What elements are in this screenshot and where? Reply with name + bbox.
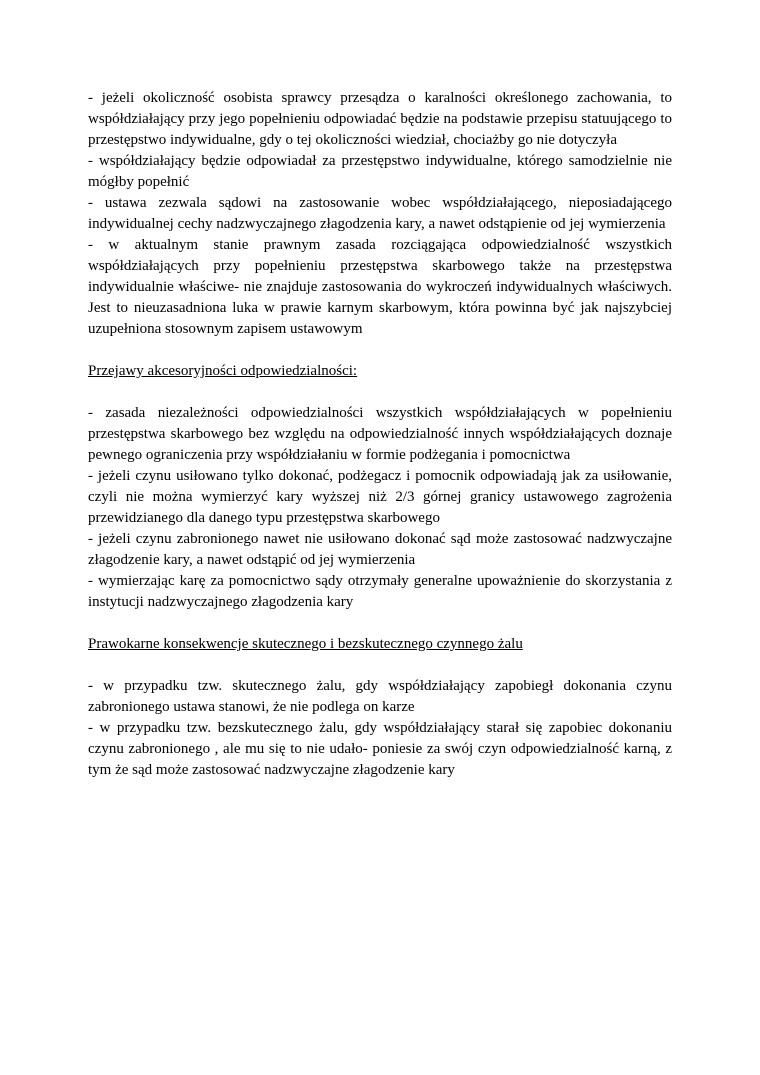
paragraph-aiding-sentencing: - wymierzając karę za pomocnictwo sądy otrzymały generalne upoważnienie do skorzystania z instytucji nadzwyczajnego złagodzenia kary: [88, 573, 672, 610]
paragraph-no-attempt-mitigation: - jeżeli czynu zabronionego nawet nie usiłowano dokonać sąd może zastosować nadzwyczajne złagodzenie kary, a nawet odstąpić od jej wymierzenia: [88, 531, 672, 568]
paragraph-independence-principle: - zasada niezależności odpowiedzialności wszystkich współdziałających w popełnieniu przestępstwa skarbowego bez względu na odpowiedzialność innych współdziałających doznaje pewnego ograniczenia przy współdziałaniu w formie podżegania i pomocnictwa: [88, 405, 672, 463]
paragraph-individual-circumstance: - jeżeli okoliczność osobista sprawcy przesądza o karalności określonego zachowania, to współdziałający przy jego popełnieniu odpowiadać będzie na podstawie przepisu statuującego to przestępstwo indywidualne, gdy o tej okoliczności wiedział, chociażby go nie dotyczyła: [88, 90, 672, 148]
section-heading-accessory-liability: Przejawy akcesoryjności odpowiedzialności:: [88, 363, 358, 379]
section-heading-active-repentance: Prawokarne konsekwencje skutecznego i bezskutecznego czynnego żalu: [88, 636, 523, 652]
paragraph-individual-offence-liability: - współdziałający będzie odpowiadał za przestępstwo indywidualne, którego samodzielnie nie mógłby popełnić: [88, 153, 672, 190]
paragraph-attempt-liability-limit: - jeżeli czynu usiłowano tylko dokonać, podżegacz i pomocnik odpowiadają jak za usiłowanie, czyli nie można wymierzyć kary wyższej niż 2/3 górnej granicy ustawowego zagrożenia przewidzianego dla danego typu przestępstwa skarbowego: [88, 468, 672, 526]
paragraph-extraordinary-mitigation: - ustawa zezwala sądowi na zastosowanie wobec współdziałającego, nieposiadającego indywidualnej cechy nadzwyczajnego złagodzenia kary, a nawet odstąpienie od jej wymierzenia: [88, 195, 672, 232]
paragraph-effective-repentance: - w przypadku tzw. skutecznego żalu, gdy współdziałający zapobiegł dokonania czynu zabronionego ustawa stanowi, że nie podlega on karze: [88, 678, 672, 715]
paragraph-ineffective-repentance: - w przypadku tzw. bezskutecznego żalu, gdy współdziałający starał się zapobiec dokonaniu czynu zabronionego , ale mu się to nie udało- poniesie za swój czyn odpowiedzialność karną, z tym że sąd może zastosować nadzwyczajne złagodzenie kary: [88, 720, 672, 778]
paragraph-legal-gap: - w aktualnym stanie prawnym zasada rozciągająca odpowiedzialność wszystkich współdziałających przy popełnieniu przestępstwa skarbowego także na przestępstwa indywidualnie właściwe- nie znajduje zastosowania do wykroczeń indywidualnych właściwych. Jest to nieuzasadniona luka w prawie karnym skarbowym, która powinna być jak najszybciej uzupełniona stosownym zapisem ustawowym: [88, 237, 672, 337]
